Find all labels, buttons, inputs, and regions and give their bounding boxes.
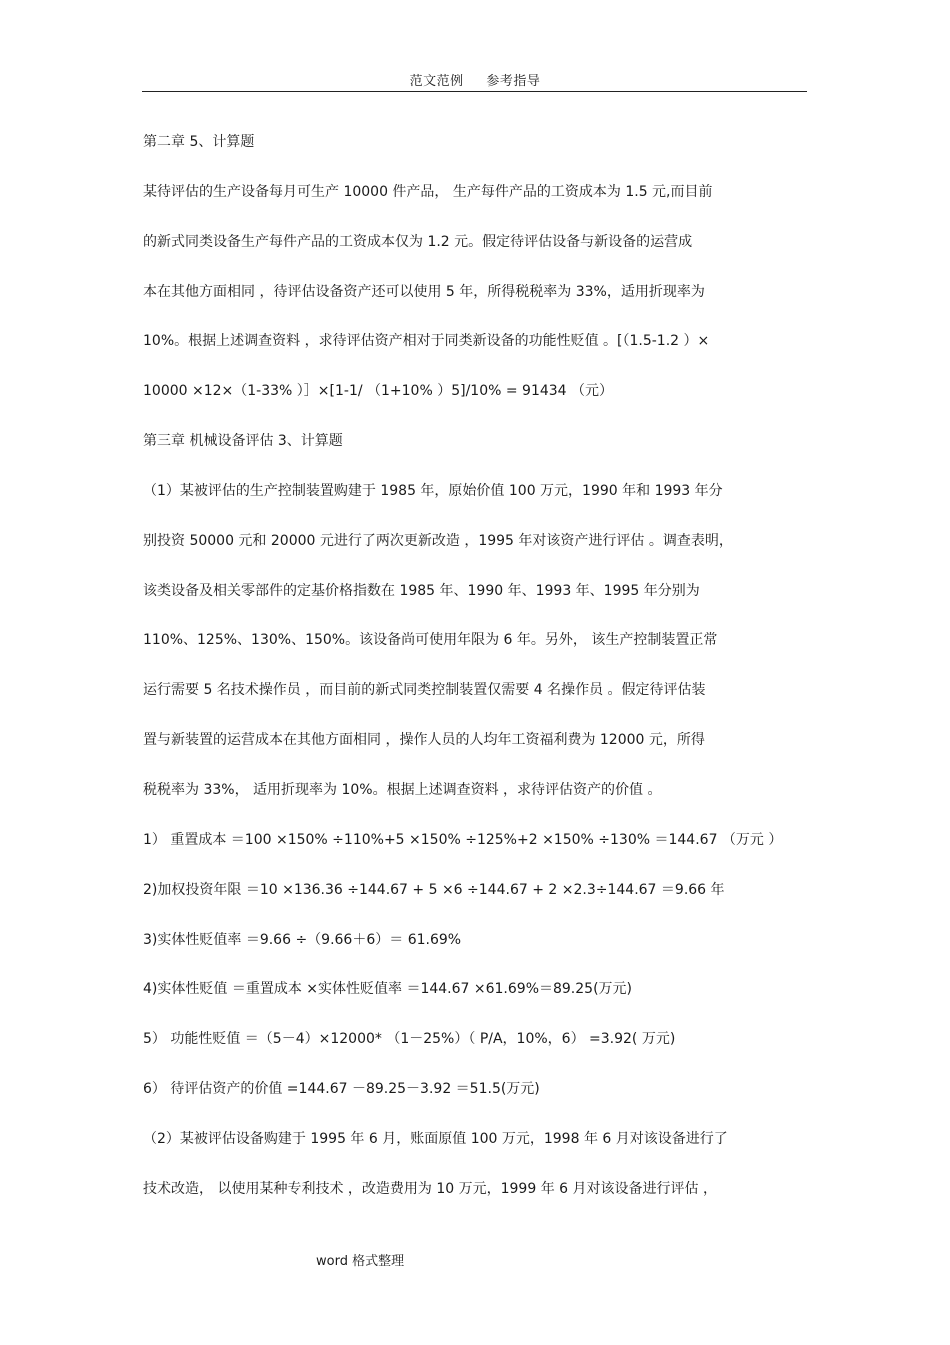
- page-header: [0, 70, 950, 89]
- page-footer: word 格式整理: [316, 1254, 405, 1269]
- text-line: 本在其他方面相同 ，待评估设备资产还可以使用 5 年，所得税税率为 33%，适用折现率为: [143, 283, 705, 300]
- text-line: （1）某被评估的生产控制装置购建于 1985 年，原始价值 100 万元，1990 年和 1993 年分: [143, 482, 723, 499]
- heading-chapter-2: 第二章 5、计算题: [143, 134, 255, 150]
- text-line: 别投资 50000 元和 20000 元进行了两次更新改造 ，1995 年对该资产进行评估 。调查表明，: [143, 532, 733, 549]
- header-left-text: 范文范例: [409, 74, 464, 89]
- text-line: （2）某被评估设备购建于 1995 年 6 月，账面原值 100 万元，1998 年 6 月对该设备进行了: [143, 1130, 728, 1147]
- text-line: 运行需要 5 名技术操作员 ，而目前的新式同类控制装置仅需要 4 名操作员 。假定待评估装: [143, 682, 706, 699]
- text-line: 技术改造， 以使用某种专利技术 ，改造费用为 10 万元，1999 年 6 月对该设备进行评估 ，: [143, 1180, 717, 1197]
- text-line: 的新式同类设备生产每件产品的工资成本仅为 1.2 元。假定待评估设备与新设备的运营成: [143, 233, 693, 250]
- formula-line: 5） 功能性贬值 ＝（5－4）×12000* （1－25%）（ P/A，10%，6） =3.92( 万元): [143, 1031, 676, 1048]
- text-line: 置与新装置的运营成本在其他方面相同 ，操作人员的人均年工资福利费为 12000 元，所得: [143, 732, 705, 749]
- formula-line: 1） 重置成本 ＝100 ×150% ÷110%+5 ×150% ÷125%+2 ×150% ÷130% ＝144.67 （万元 ）: [143, 831, 783, 848]
- header-rule: [142, 91, 807, 92]
- text-line: 10%。根据上述调查资料 ，求待评估资产相对于同类新设备的功能性贬值 。[（1.5-1.2 ）×: [143, 333, 710, 350]
- formula-line: 4)实体性贬值 ＝重置成本 ×实体性贬值率 ＝144.67 ×61.69%＝89.25(万元): [143, 981, 633, 998]
- formula-line: 3)实体性贬值率 ＝9.66 ÷（9.66＋6）＝ 61.69%: [143, 931, 462, 948]
- text-line: 税税率为 33%， 适用折现率为 10%。根据上述调查资料 ，求待评估资产的价值 。: [143, 781, 662, 798]
- text-line: 某待评估的生产设备每月可生产 10000 件产品， 生产每件产品的工资成本为 1.5 元,而目前: [143, 183, 713, 200]
- text-line: 该类设备及相关零部件的定基价格指数在 1985 年、1990 年、1993 年、1995 年分别为: [143, 582, 700, 599]
- header-right-text: 参考指导: [486, 74, 541, 89]
- formula-line: 2)加权投资年限 ＝10 ×136.36 ÷144.67 + 5 ×6 ÷144.67 + 2 ×2.3÷144.67 ＝9.66 年: [143, 881, 725, 898]
- formula-line: 10000 ×12×（1-33% ）］×[1-1/ （1+10% ）5]/10% = 91434 （元）: [143, 383, 614, 400]
- text-line: 110%、125%、130%、150%。该设备尚可使用年限为 6 年。另外， 该生产控制装置正常: [143, 632, 718, 649]
- heading-chapter-3: 第三章 机械设备评估 3、计算题: [143, 433, 343, 450]
- formula-line: 6） 待评估资产的价值 =144.67 －89.25－3.92 ＝51.5(万元): [143, 1081, 540, 1098]
- document-body: [143, 132, 807, 1229]
